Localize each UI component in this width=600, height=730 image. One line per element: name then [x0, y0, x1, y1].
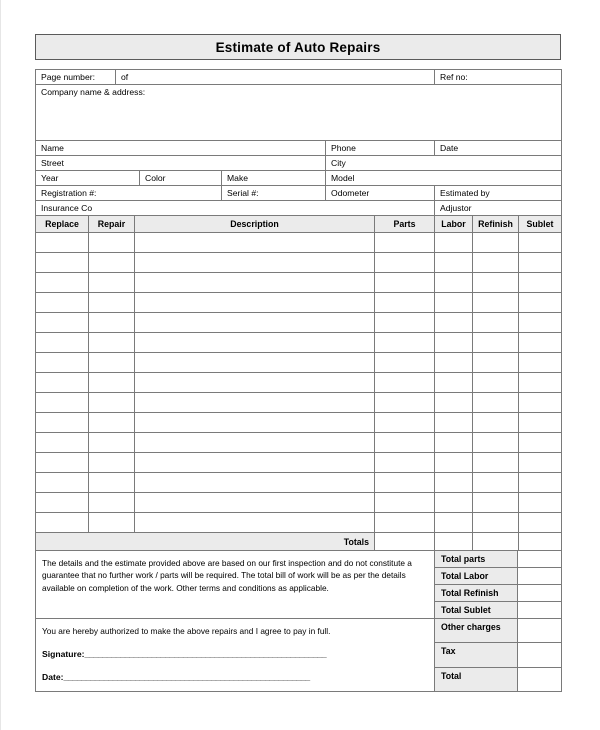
item-cell-description[interactable] — [135, 313, 375, 333]
table-row — [36, 433, 562, 453]
estimated-by-label: Estimated by — [440, 188, 490, 198]
item-cell-sublet[interactable] — [519, 413, 562, 433]
item-cell-refinish[interactable] — [473, 513, 519, 533]
table-row — [36, 313, 562, 333]
summary-value-total-parts[interactable] — [518, 551, 562, 568]
item-cell-labor[interactable] — [435, 433, 473, 453]
summary-value-total-labor[interactable] — [518, 568, 562, 585]
item-cell-parts[interactable] — [375, 293, 435, 313]
date-label: Date — [440, 143, 459, 153]
item-cell-refinish[interactable] — [473, 353, 519, 373]
item-cell-repair[interactable] — [89, 473, 135, 493]
item-cell-labor[interactable] — [435, 233, 473, 253]
item-cell-labor[interactable] — [435, 313, 473, 333]
summary-label-tax: Tax — [435, 643, 518, 667]
company-name-address-cell[interactable] — [36, 85, 562, 141]
item-cell-parts[interactable] — [375, 493, 435, 513]
page-of-label: of — [121, 72, 129, 82]
item-cell-description[interactable] — [135, 413, 375, 433]
item-cell-repair[interactable] — [89, 353, 135, 373]
summary-label-other-charges: Other charges — [435, 619, 518, 643]
table-row — [36, 413, 562, 433]
form-title-band — [35, 34, 561, 60]
item-cell-parts[interactable] — [375, 373, 435, 393]
street-cell[interactable] — [36, 156, 326, 171]
item-cell-sublet[interactable] — [519, 353, 562, 373]
page-ref-row — [36, 70, 562, 85]
authorization-text: You are hereby authorized to make the above repairs and I agree to pay in full. — [42, 626, 331, 636]
customer-vehicle-table — [35, 140, 562, 216]
color-label: Color — [145, 173, 166, 183]
item-cell-sublet[interactable] — [519, 273, 562, 293]
item-cell-refinish[interactable] — [473, 453, 519, 473]
item-cell-replace[interactable] — [36, 413, 89, 433]
item-cell-refinish[interactable] — [473, 433, 519, 453]
item-cell-labor[interactable] — [435, 353, 473, 373]
item-cell-labor[interactable] — [435, 413, 473, 433]
items-body — [36, 233, 562, 533]
table-row — [36, 493, 562, 513]
item-cell-sublet[interactable] — [519, 373, 562, 393]
item-cell-parts[interactable] — [375, 233, 435, 253]
table-row — [36, 393, 562, 413]
item-cell-description[interactable] — [135, 473, 375, 493]
summary-label-total-refinish: Total Refinish — [435, 585, 518, 602]
city-cell[interactable] — [326, 156, 562, 171]
table-row — [36, 333, 562, 353]
estimated-by-cell[interactable] — [435, 186, 562, 201]
item-cell-refinish[interactable] — [473, 293, 519, 313]
name-phone-date-row — [36, 141, 562, 156]
column-header-labor: Labor — [435, 216, 473, 233]
totals-sublet-cell[interactable] — [519, 533, 562, 551]
color-cell[interactable] — [140, 171, 222, 186]
item-cell-replace[interactable] — [36, 453, 89, 473]
summary-value-total-sublet[interactable] — [518, 602, 562, 619]
item-cell-parts[interactable] — [375, 253, 435, 273]
date-cell[interactable] — [435, 141, 562, 156]
item-cell-description[interactable] — [135, 493, 375, 513]
item-cell-refinish[interactable] — [473, 413, 519, 433]
item-cell-repair[interactable] — [89, 233, 135, 253]
model-cell[interactable] — [326, 171, 562, 186]
make-cell[interactable] — [222, 171, 326, 186]
summary-label-total-parts: Total parts — [435, 551, 518, 568]
odometer-label: Odometer — [331, 188, 370, 198]
item-cell-refinish[interactable] — [473, 333, 519, 353]
adjustor-label: Adjustor — [440, 203, 472, 213]
registration-label: Registration #: — [41, 188, 97, 198]
totals-labor-cell[interactable] — [435, 533, 473, 551]
item-cell-labor[interactable] — [435, 473, 473, 493]
summary-value-other-charges[interactable] — [518, 619, 562, 643]
phone-label: Phone — [331, 143, 356, 153]
signature-rule: ______________________________________________________ — [84, 649, 327, 659]
insurance-adjustor-row — [36, 201, 562, 216]
item-cell-sublet[interactable] — [519, 493, 562, 513]
item-cell-labor[interactable] — [435, 253, 473, 273]
item-cell-parts[interactable] — [375, 353, 435, 373]
table-row — [36, 233, 562, 253]
item-cell-sublet[interactable] — [519, 513, 562, 533]
footer-table — [35, 550, 562, 692]
item-cell-repair[interactable] — [89, 433, 135, 453]
city-label: City — [331, 158, 346, 168]
item-cell-description[interactable] — [135, 513, 375, 533]
table-row — [36, 273, 562, 293]
item-cell-sublet[interactable] — [519, 453, 562, 473]
summary-label-total-labor: Total Labor — [435, 568, 518, 585]
item-cell-parts[interactable] — [375, 393, 435, 413]
items-totals-row — [36, 533, 562, 551]
item-cell-replace[interactable] — [36, 233, 89, 253]
items-header-row — [36, 216, 562, 233]
item-cell-labor[interactable] — [435, 273, 473, 293]
totals-parts-cell[interactable] — [375, 533, 435, 551]
item-cell-replace[interactable] — [36, 493, 89, 513]
table-row — [36, 253, 562, 273]
page-number-cell[interactable] — [36, 70, 116, 85]
column-header-repair: Repair — [89, 216, 135, 233]
column-header-replace: Replace — [36, 216, 89, 233]
item-cell-description[interactable] — [135, 393, 375, 413]
item-cell-labor[interactable] — [435, 293, 473, 313]
item-cell-refinish[interactable] — [473, 233, 519, 253]
item-cell-refinish[interactable] — [473, 313, 519, 333]
item-cell-repair[interactable] — [89, 273, 135, 293]
ref-no-cell[interactable] — [435, 70, 562, 85]
item-cell-repair[interactable] — [89, 313, 135, 333]
item-cell-replace[interactable] — [36, 373, 89, 393]
year-cell[interactable] — [36, 171, 140, 186]
item-cell-replace[interactable] — [36, 313, 89, 333]
model-label: Model — [331, 173, 355, 183]
item-cell-replace[interactable] — [36, 473, 89, 493]
item-cell-labor[interactable] — [435, 453, 473, 473]
date-line[interactable] — [42, 672, 426, 682]
totals-refinish-cell[interactable] — [473, 533, 519, 551]
table-row — [36, 353, 562, 373]
item-cell-refinish[interactable] — [473, 493, 519, 513]
date-rule: _______________________________________________________ — [63, 672, 310, 682]
street-city-row — [36, 156, 562, 171]
item-cell-sublet[interactable] — [519, 253, 562, 273]
summary-value-tax[interactable] — [518, 643, 562, 667]
disclaimer-summary-row-1 — [36, 551, 562, 568]
item-cell-parts[interactable] — [375, 333, 435, 353]
item-cell-parts[interactable] — [375, 433, 435, 453]
item-cell-sublet[interactable] — [519, 333, 562, 353]
street-label: Street — [41, 158, 64, 168]
year-label: Year — [41, 173, 59, 183]
item-cell-repair[interactable] — [89, 513, 135, 533]
year-color-make-model-row — [36, 171, 562, 186]
column-header-parts: Parts — [375, 216, 435, 233]
table-row — [36, 453, 562, 473]
item-cell-parts[interactable] — [375, 313, 435, 333]
date-field-label: Date: — [42, 672, 64, 682]
item-cell-refinish[interactable] — [473, 393, 519, 413]
item-cell-parts[interactable] — [375, 453, 435, 473]
item-cell-refinish[interactable] — [473, 273, 519, 293]
item-cell-description[interactable] — [135, 253, 375, 273]
item-cell-replace[interactable] — [36, 353, 89, 373]
item-cell-repair[interactable] — [89, 393, 135, 413]
item-cell-replace[interactable] — [36, 333, 89, 353]
authorization-cell — [36, 619, 435, 692]
item-cell-description[interactable] — [135, 333, 375, 353]
item-cell-parts[interactable] — [375, 513, 435, 533]
item-cell-description[interactable] — [135, 373, 375, 393]
item-cell-description[interactable] — [135, 273, 375, 293]
disclaimer-cell — [36, 551, 435, 619]
item-cell-description[interactable] — [135, 453, 375, 473]
disclaimer-text: The details and the estimate provided above are based on our first inspection and do not constitute a guarantee that no further work / parts will be required. The total bill of work will be as per the details available on completion of the work. Other terms and conditions as applicable. — [42, 558, 412, 593]
item-cell-description[interactable] — [135, 433, 375, 453]
make-label: Make — [227, 173, 249, 183]
item-cell-parts[interactable] — [375, 473, 435, 493]
signature-label: Signature: — [42, 649, 85, 659]
item-cell-replace[interactable] — [36, 393, 89, 413]
summary-label-total-sublet: Total Sublet — [435, 602, 518, 619]
item-cell-parts[interactable] — [375, 413, 435, 433]
item-cell-labor[interactable] — [435, 393, 473, 413]
item-cell-repair[interactable] — [89, 493, 135, 513]
signature-line[interactable] — [42, 649, 426, 659]
item-cell-replace[interactable] — [36, 293, 89, 313]
item-cell-refinish[interactable] — [473, 473, 519, 493]
item-cell-repair[interactable] — [89, 373, 135, 393]
item-cell-repair[interactable] — [89, 293, 135, 313]
item-cell-parts[interactable] — [375, 273, 435, 293]
summary-value-total-refinish[interactable] — [518, 585, 562, 602]
title-spacer — [35, 60, 561, 69]
odometer-cell[interactable] — [326, 186, 435, 201]
column-header-refinish: Refinish — [473, 216, 519, 233]
item-cell-repair[interactable] — [89, 333, 135, 353]
phone-cell[interactable] — [326, 141, 435, 156]
totals-label-cell: Totals — [36, 533, 375, 551]
item-cell-labor[interactable] — [435, 333, 473, 353]
item-cell-description[interactable] — [135, 293, 375, 313]
item-cell-replace[interactable] — [36, 273, 89, 293]
company-row — [36, 85, 562, 141]
column-header-sublet: Sublet — [519, 216, 562, 233]
insurance-co-cell[interactable] — [36, 201, 435, 216]
item-cell-repair[interactable] — [89, 253, 135, 273]
item-cell-repair[interactable] — [89, 413, 135, 433]
item-cell-sublet[interactable] — [519, 313, 562, 333]
table-row — [36, 513, 562, 533]
ref-no-label: Ref no: — [440, 72, 468, 82]
page-of-cell[interactable] — [116, 70, 435, 85]
table-row — [36, 373, 562, 393]
table-row — [36, 293, 562, 313]
item-cell-refinish[interactable] — [473, 253, 519, 273]
estimate-form — [35, 34, 561, 692]
item-cell-refinish[interactable] — [473, 373, 519, 393]
item-cell-sublet[interactable] — [519, 393, 562, 413]
serial-cell[interactable] — [222, 186, 326, 201]
authorization-summary-row-1 — [36, 619, 562, 643]
column-header-description: Description — [135, 216, 375, 233]
name-label: Name — [41, 143, 64, 153]
item-cell-sublet[interactable] — [519, 293, 562, 313]
page-title: Estimate of Auto Repairs — [215, 39, 381, 55]
item-cell-labor[interactable] — [435, 493, 473, 513]
page-number-label: Page number: — [41, 72, 95, 82]
insurance-label: Insurance Co — [41, 203, 93, 213]
item-cell-description[interactable] — [135, 233, 375, 253]
table-row — [36, 473, 562, 493]
summary-value-total[interactable] — [518, 667, 562, 691]
document-header-table — [35, 69, 562, 141]
item-cell-replace[interactable] — [36, 433, 89, 453]
estimate-items-table — [35, 215, 562, 551]
name-cell[interactable] — [36, 141, 326, 156]
item-cell-sublet[interactable] — [519, 233, 562, 253]
item-cell-replace[interactable] — [36, 253, 89, 273]
adjustor-cell[interactable] — [435, 201, 562, 216]
item-cell-labor[interactable] — [435, 373, 473, 393]
serial-label: Serial #: — [227, 188, 259, 198]
item-cell-repair[interactable] — [89, 453, 135, 473]
item-cell-sublet[interactable] — [519, 473, 562, 493]
summary-label-total: Total — [435, 667, 518, 691]
company-label: Company name & address: — [41, 87, 146, 97]
item-cell-labor[interactable] — [435, 513, 473, 533]
registration-serial-row — [36, 186, 562, 201]
item-cell-description[interactable] — [135, 353, 375, 373]
registration-cell[interactable] — [36, 186, 222, 201]
item-cell-replace[interactable] — [36, 513, 89, 533]
item-cell-sublet[interactable] — [519, 433, 562, 453]
